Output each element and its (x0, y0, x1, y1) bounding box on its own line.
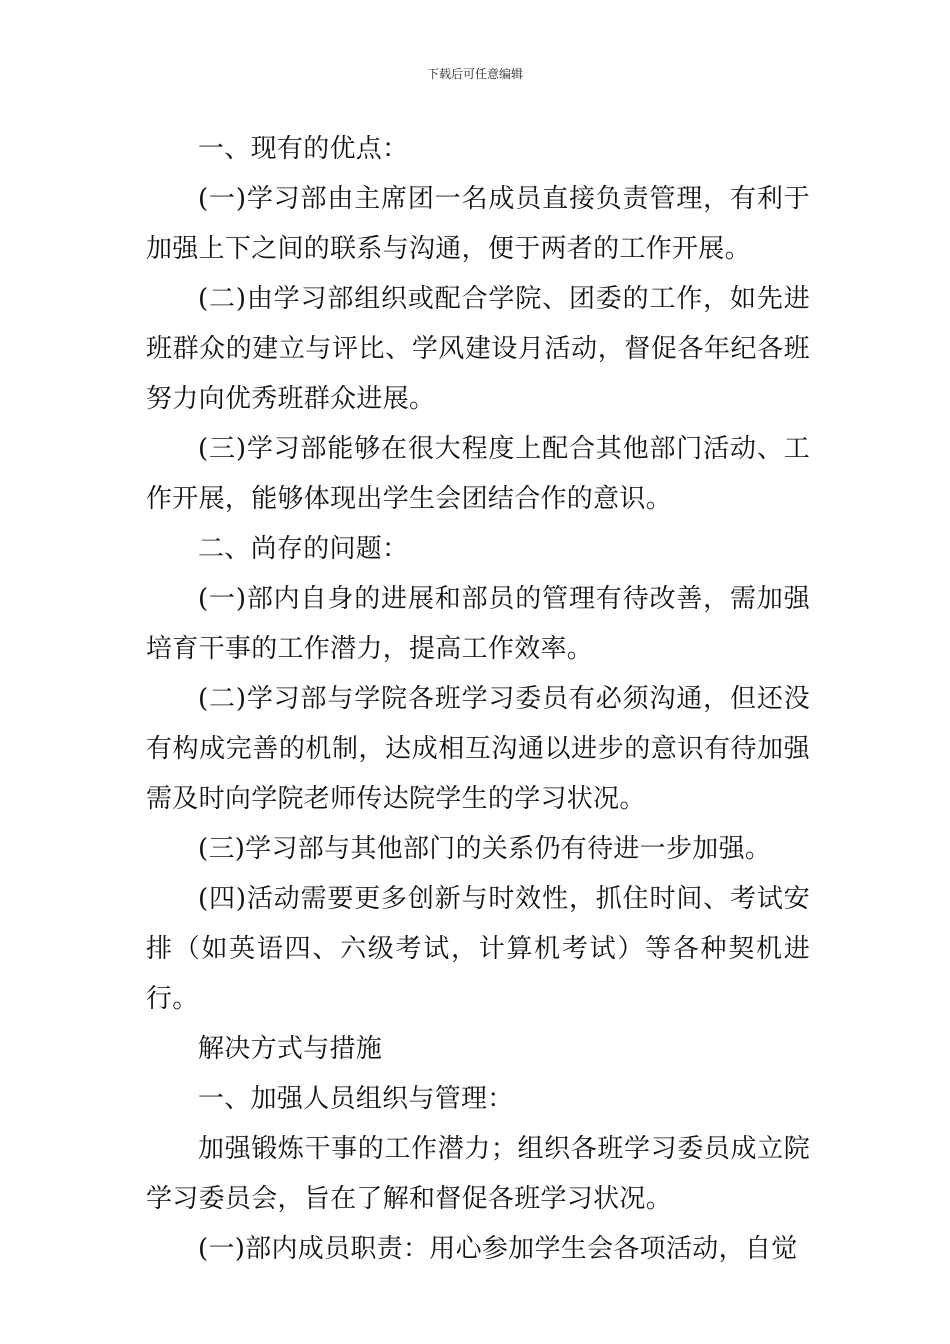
paragraph: (三)学习部与其他部门的关系仍有待进一步加强。 (198, 834, 772, 864)
paragraph-heading-problems: 二、尚存的问题： (198, 534, 409, 564)
paragraph-heading-solutions: 解决方式与措施 (198, 1034, 383, 1064)
paragraph-heading-advantages: 一、现有的优点： (198, 134, 409, 164)
paragraph: (一)学习部由主席团一名成员直接负责管理，有利于加强上下之间的联系与沟通，便于两者的工作开展。 (146, 184, 810, 264)
paragraph: (一)部内自身的进展和部员的管理有待改善，需加强培育干事的工作潜力，提高工作效率。 (146, 584, 810, 664)
document-body (146, 124, 810, 1274)
paragraph: (一)部内成员职责：用心参加学生会各项活动，自觉 (198, 1234, 798, 1264)
paragraph: 加强锻炼干事的工作潜力；组织各班学习委员成立院学习委员会，旨在了解和督促各班学习状况。 (146, 1134, 810, 1214)
paragraph: (二)学习部与学院各班学习委员有必须沟通，但还没有构成完善的机制，达成相互沟通以进步的意识有待加强需及时向学院老师传达院学生的学习状况。 (146, 684, 810, 814)
paragraph: (四)活动需要更多创新与时效性，抓住时间、考试安排（如英语四、六级考试，计算机考试）等各种契机进行。 (146, 884, 810, 1014)
paragraph: (二)由学习部组织或配合学院、团委的工作，如先进班群众的建立与评比、学风建设月活动，督促各年纪各班努力向优秀班群众进展。 (146, 284, 810, 414)
paragraph-heading-management: 一、加强人员组织与管理： (198, 1084, 514, 1114)
page-header-note: 下载后可任意编辑 (426, 67, 523, 81)
paragraph: (三)学习部能够在很大程度上配合其他部门活动、工作开展，能够体现出学生会团结合作的意识。 (146, 434, 810, 514)
